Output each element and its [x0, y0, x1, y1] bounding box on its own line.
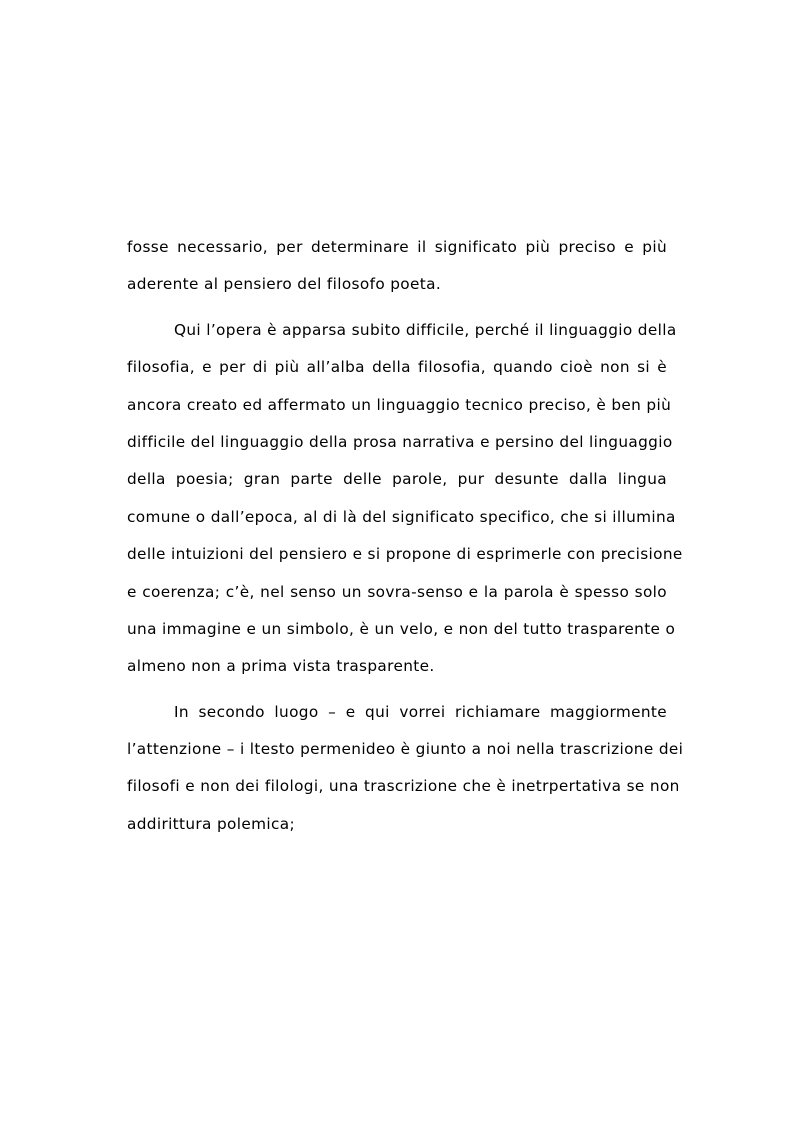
text-line: delle intuizioni del pensiero e si propone di esprimerle con precisione [127, 545, 683, 564]
text-line: Qui l’opera è apparsa subito difficile, perché il linguaggio della [174, 320, 677, 339]
paragraph-1 [127, 229, 667, 304]
text-line: comune o dall’epoca, al di là del significato specifico, che si illumina [127, 507, 676, 526]
text-line: della poesia; gran parte delle parole, pur desunte dalla lingua [127, 470, 667, 489]
paragraph-2 [127, 312, 683, 686]
body-text [127, 229, 684, 843]
text-line: almeno non a prima vista trasparente. [127, 657, 435, 676]
text-line: filosofia, e per di più all’alba della filosofia, quando cioè non si è [127, 358, 667, 377]
text-line: ancora creato ed affermato un linguaggio tecnico preciso, è ben più [127, 395, 672, 414]
text-line: addirittura polemica; [127, 814, 295, 833]
text-line: una immagine e un simbolo, è un velo, e non del tutto trasparente o [127, 619, 676, 638]
text-line: l’attenzione – i ltesto permenideo è giunto a noi nella trascrizione dei [127, 740, 684, 759]
text-line: aderente al pensiero del filosofo poeta. [127, 275, 442, 294]
text-line: fosse necessario, per determinare il significato più preciso e più [127, 238, 667, 256]
text-line: filosofi e non dei filologi, una trascrizione che è inetrpertativa se non [127, 777, 680, 796]
paragraph-gap [127, 304, 667, 312]
text-line: difficile del linguaggio della prosa narrativa e persino del linguaggio [127, 432, 673, 451]
text-line: e coerenza; c’è, nel senso un sovra-senso e la parola è spesso solo [127, 582, 667, 601]
text-line: In secondo luogo – e qui vorrei richiamare maggiormente [174, 702, 667, 721]
paragraph-3 [127, 694, 684, 844]
paragraph-gap [127, 686, 667, 694]
